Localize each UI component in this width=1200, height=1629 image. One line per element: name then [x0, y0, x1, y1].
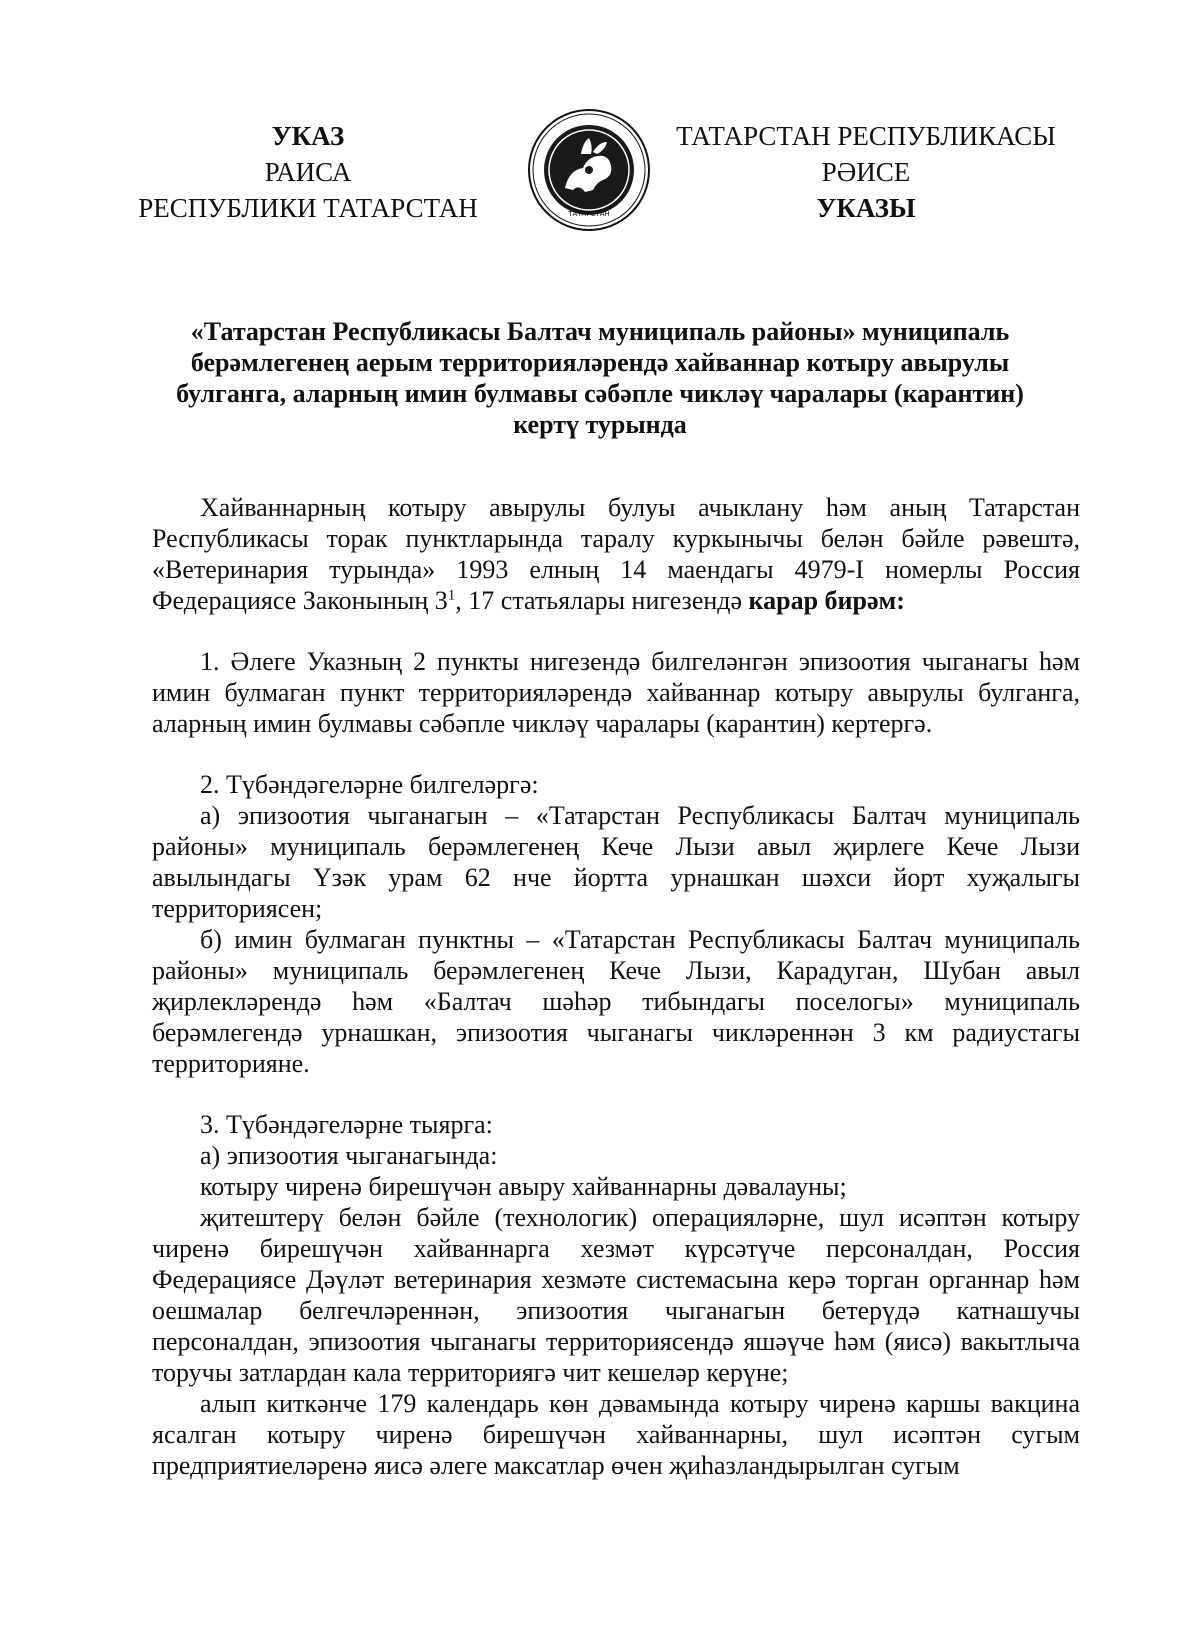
document-body	[152, 492, 1080, 1481]
header-right-line2: РӘИСЕ	[821, 157, 911, 187]
header-left-russian	[118, 118, 498, 226]
header-right-line3: УКАЗЫ	[816, 193, 916, 223]
item-3-a: а) эпизоотия чыганагында:	[200, 1141, 498, 1170]
header-right-line1: ТАТАРСТАН РЕСПУБЛИКАСЫ	[676, 121, 1056, 151]
title-line1: «Татарстан Республикасы Балтач муниципаль районы» муниципаль	[190, 317, 1010, 346]
item-2-heading: 2. Түбәндәгеләрне билгеләргә:	[200, 770, 539, 799]
header-left-line3: РЕСПУБЛИКИ ТАТАРСТАН	[138, 193, 478, 223]
item-3-p2: җитештерү белән бәйле (технологик) операцияләрне, шул исәптән котыру чиренә бирешүчән хайваннарга хезмәт күрсәтүче персоналдан, Россия Федерациясе Дәүләт ветеринария хезмәте системасына керә торган органнар һәм оешмалар белгечләреннән, эпизоотия чыганагын бетерүдә катнашучы персоналдан, эпизоотия чыганагы территориясендә яшәүче һәм (яисә) вакытлыча торучы затлардан кала территориягә чит кешеләр керүне;	[152, 1203, 1080, 1387]
item-3-p1: котыру чиренә бирешүчән авыру хайваннарны дәвалауны;	[200, 1172, 847, 1201]
header-right-tatar	[656, 118, 1076, 226]
item-2-a: а) эпизоотия чыганагын – «Татарстан Республикасы Балтач муниципаль районы» муниципаль берәмлегенең Кече Лызи авыл җирлеге Кече Лызи авылындагы Үзәк урам 62 нче йортта урнашкан шәхси йорт хуҗалыгы территориясен;	[152, 801, 1080, 923]
intro-superscript: 1	[447, 587, 456, 604]
item-3-heading: 3. Түбәндәгеләрне тыярга:	[200, 1110, 493, 1139]
document-title	[120, 316, 1080, 440]
header-left-line2: РАИСА	[264, 157, 352, 187]
title-line3: булганга, аларның имин булмавы сәбәпле чикләү чаралары (карантин)	[176, 379, 1024, 408]
title-line4: кертү турында	[513, 410, 687, 439]
intro-decision: карар бирәм:	[748, 586, 905, 615]
intro-text: Хайваннарның котыру авырулы булуы ачыклану һәм аның Татарстан Республикасы торак пунктларында таралу куркынычы белән бәйле рәвештә, «Ветеринария турында» 1993 елның 14 маендагы 4979-I номерлы Россия Федерациясе Законының 3	[152, 493, 1080, 615]
header-left-line1: УКАЗ	[271, 121, 345, 151]
tatarstan-emblem-icon	[527, 108, 651, 232]
intro-paragraph	[152, 492, 1080, 616]
item-2-b: б) имин булмаган пунктны – «Татарстан Республикасы Балтач муниципаль районы» муниципаль берәмлегенең Кече Лызи, Карадуган, Шубан авыл җирлекләрендә һәм «Балтач шәһәр тибындагы поселогы» муниципаль берәмлегендә урнашкан, эпизоотия чыганагы чикләреннән 3 км радиустагы территорияне.	[152, 925, 1080, 1078]
item-3-p3: алып киткәнче 179 календарь көн дәвамында котыру чиренә каршы вакцина ясалган котыру чиренә бирешүчән хайваннарны, шул исәптән сугым предприятиеләренә яисә әлеге максатлар өчен җиһазландырылган сугым	[152, 1389, 1080, 1480]
item-1: 1. Әлеге Указның 2 пункты нигезендә билгеләнгән эпизоотия чыганагы һәм имин булмаган пункт территорияләрендә хайваннар котыру авырулы булганга, аларның имин булмавы сәбәпле чикләү чаралары (карантин) кертергә.	[152, 647, 1080, 738]
intro-text-after: , 17 статьялары нигезендә	[455, 586, 749, 615]
title-line2: берәмлегенең аерым территорияләрендә хайваннар котыру авырулы	[190, 348, 1010, 377]
emblem-text: ТАТАРСТАН	[568, 210, 610, 218]
